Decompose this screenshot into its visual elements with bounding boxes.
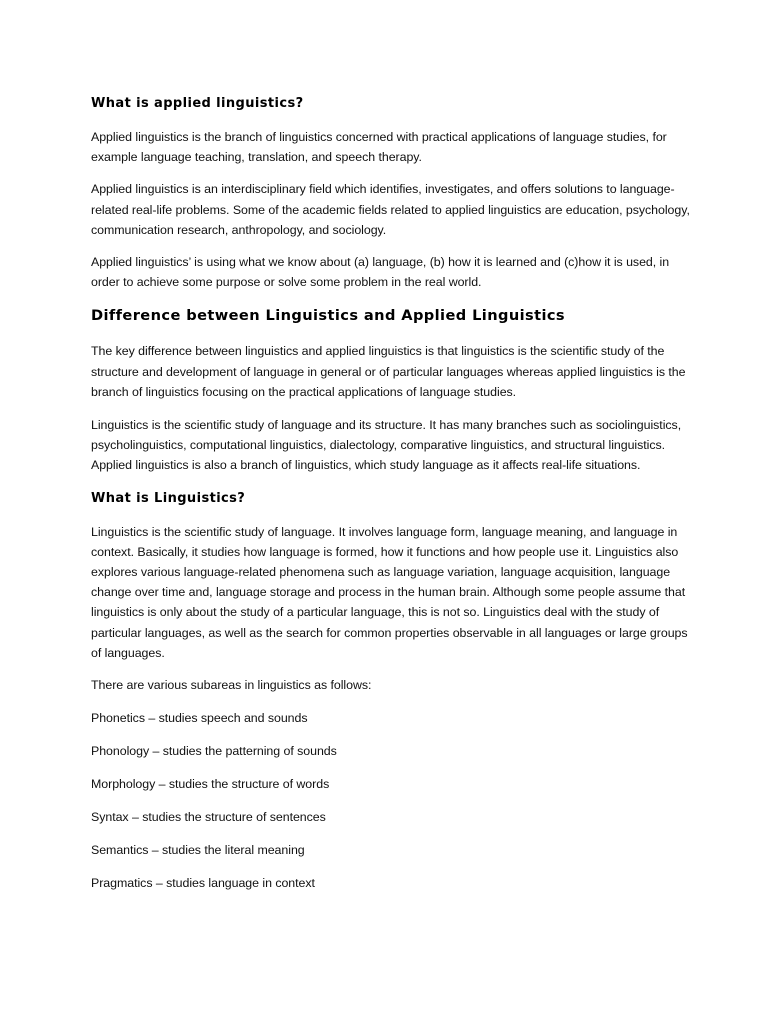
list-item: Semantics – studies the literal meaning [91, 843, 305, 858]
list-item: Phonetics – studies speech and sounds [91, 711, 308, 726]
paragraph: Linguistics is the scientific study of language and its structure. It has many branches such as sociolinguistics, psycholinguistics, computational linguistics, dialectology, comparative linguistics, and structural linguistics. Applied linguistics is also a branch of linguistics, which study language as it affects real-life situations. [91, 418, 682, 473]
paragraph: Linguistics is the scientific study of language. It involves language form, language meaning, and language in context. Basically, it studies how language is formed, how it functions and how people use it. Linguistics also explores various language-related phenomena such as language variation, language acquisition, language change over time and, language storage and process in the human brain. Although some people assume that linguistics is only about the study of a particular language, this is not so. Linguistics deal with the study of particular languages, as well as the search for common properties observable in all languages or large groups of languages. [91, 524, 688, 660]
list-item: Morphology – studies the structure of words [91, 777, 330, 792]
document-body [91, 95, 691, 906]
section-heading-what-is-linguistics: What is Linguistics? [91, 490, 246, 506]
section-heading-applied-linguistics: What is applied linguistics? [91, 96, 304, 111]
section-heading-difference: Difference between Linguistics and Applied Linguistics [91, 307, 566, 325]
paragraph: Applied linguistics’ is using what we know about (a) language, (b) how it is learned and (c)how it is used, in order to achieve some purpose or solve some problem in the real world. [91, 255, 670, 290]
paragraph: There are various subareas in linguistics as follows: [91, 678, 372, 693]
list-item: Pragmatics – studies language in context [91, 876, 315, 891]
list-item: Syntax – studies the structure of sentences [91, 810, 326, 825]
paragraph: The key difference between linguistics and applied linguistics is that linguistics is the scientific study of the structure and development of language in general or of particular languages whereas applied linguistics is the branch of linguistics focusing on the practical applications of language studies. [91, 344, 686, 399]
subareas-list [91, 708, 691, 893]
list-item: Phonology – studies the patterning of sounds [91, 744, 337, 759]
paragraph: Applied linguistics is the branch of linguistics concerned with practical applications of language studies, for example language teaching, translation, and speech therapy. [91, 130, 667, 165]
paragraph: Applied linguistics is an interdisciplinary field which identifies, investigates, and offers solutions to language-related real-life problems. Some of the academic fields related to applied linguistics are education, psychology, communication research, anthropology, and sociology. [91, 182, 690, 237]
